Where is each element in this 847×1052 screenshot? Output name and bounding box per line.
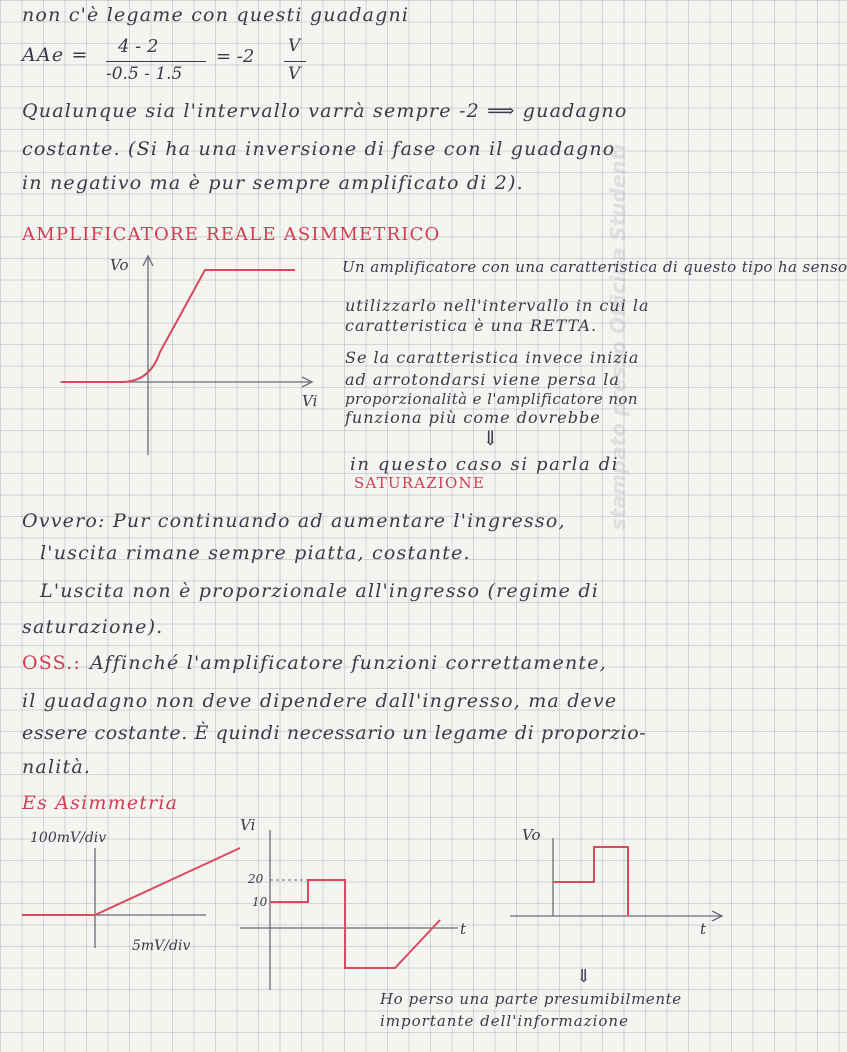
text-line-4: costante. (Si ha una inversione di fase con il guadagno (22, 138, 616, 160)
characteristic-curve (62, 270, 295, 382)
text-line-12: Ovvero: Pur continuando ad aumentare l'ingresso, (22, 510, 566, 532)
graph3-tick-10: 10 (252, 895, 268, 909)
saturazione-label: SATURAZIONE (354, 474, 485, 492)
formula-denominator: -0.5 - 1.5 (106, 64, 183, 84)
text-line-1: non c'è legame con questi guadagni (22, 4, 410, 26)
text-line-3: Qualunque sia l'intervallo varrà sempre -2 ⟹ guadagno (22, 100, 628, 122)
graph2-y-label: 100mV/div (30, 830, 107, 846)
unit-denominator: V (288, 64, 301, 84)
graph4-x-arrow (712, 911, 722, 921)
graph1-x-arrow (302, 377, 312, 387)
graph4-y-label: Vo (522, 826, 541, 844)
unit-numerator: V (288, 36, 301, 56)
graph3-signal (270, 880, 440, 968)
text-line-17: il guadagno non deve dipendere dall'ingresso, ma deve (22, 690, 618, 712)
text-line-15: saturazione). (22, 616, 164, 638)
side-text-2: utilizzarlo nell'intervallo in cui la (345, 296, 650, 315)
text-line-14: L'uscita non è proporzionale all'ingresso (regime di (40, 580, 600, 602)
fraction-bar (106, 61, 206, 62)
oss-label: OSS.: (22, 652, 82, 674)
graph3-tick-20: 20 (248, 872, 264, 886)
graph2-x-label: 5mV/div (132, 938, 191, 954)
graph4-x-label: t (700, 920, 707, 938)
formula-result: = -2 (216, 46, 255, 67)
text-line-18: essere costante. È quindi necessario un legame di proporzio- (22, 722, 647, 744)
side-text-8: in questo caso si parla di (350, 454, 620, 475)
side-text-4: Se la caratteristica invece inizia (345, 348, 640, 367)
formula-numerator: 4 - 2 (118, 36, 159, 57)
graph2-slope-line (95, 848, 240, 915)
graph3-y-label: Vi (240, 816, 256, 834)
text-line-5: in negativo ma è pur sempre amplificato di 2). (22, 172, 524, 194)
text-line-13: l'uscita rimane sempre piatta, costante. (40, 542, 471, 564)
down-arrow-1: ⇓ (482, 426, 499, 450)
graph3-x-label: t (460, 920, 467, 938)
side-text-6: proporzionalità e l'amplificatore non (345, 390, 638, 408)
graph1-y-label: Vo (110, 256, 129, 274)
graph1-y-arrow (143, 256, 153, 266)
note-line-2: importante dell'informazione (380, 1012, 629, 1030)
down-arrow-2: ⇓ (576, 966, 592, 987)
side-text-1: Un amplificatore con una caratteristica di questo tipo ha senso (342, 258, 847, 276)
side-text-7: funziona più come dovrebbe (345, 408, 601, 427)
es-heading: Es Asimmetria (22, 792, 179, 814)
text-line-19: nalità. (22, 756, 92, 778)
side-text-5: ad arrotondarsi viene persa la (345, 370, 620, 389)
heading-amplificatore: AMPLIFICATORE REALE ASIMMETRICO (22, 224, 441, 245)
watermark: stampato presso Officina Studenti (606, 143, 630, 530)
graph1-x-label: Vi (302, 392, 318, 410)
formula-lhs: AAe = (22, 44, 89, 66)
side-text-3: caratteristica è una RETTA. (345, 316, 598, 335)
graph4-signal (553, 847, 628, 916)
note-line-1: Ho perso una parte presumibilmente (380, 990, 682, 1008)
unit-bar (284, 61, 306, 62)
text-line-16: Affinché l'amplificatore funzioni correttamente, (90, 652, 607, 674)
